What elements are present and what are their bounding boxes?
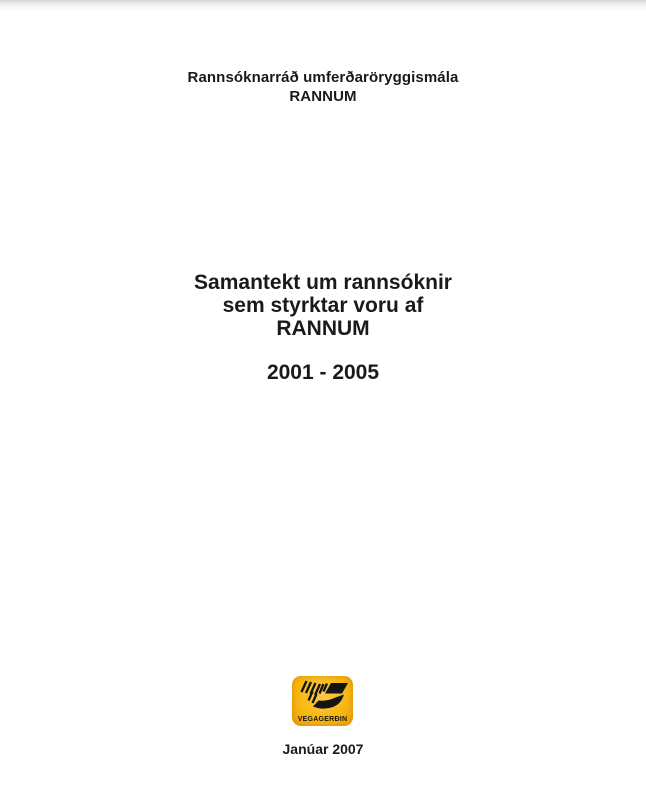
header-acronym: RANNUM bbox=[289, 88, 357, 105]
vegagerdin-logo bbox=[292, 676, 353, 726]
logo-label: VEGAGERÐIN bbox=[297, 716, 348, 723]
publication-date: Janúar 2007 bbox=[282, 741, 364, 757]
title-line-1: Samantekt um rannsóknir bbox=[194, 271, 452, 294]
title-line-3: RANNUM bbox=[276, 317, 370, 340]
title-period: 2001 - 2005 bbox=[266, 361, 380, 384]
title-line-2: sem styrktar voru af bbox=[222, 294, 424, 317]
document-header bbox=[0, 68, 646, 106]
page-top-shadow bbox=[0, 0, 646, 10]
header-organization: Rannsóknarráð umferðaröryggismála bbox=[187, 69, 459, 86]
document-title bbox=[0, 271, 646, 384]
